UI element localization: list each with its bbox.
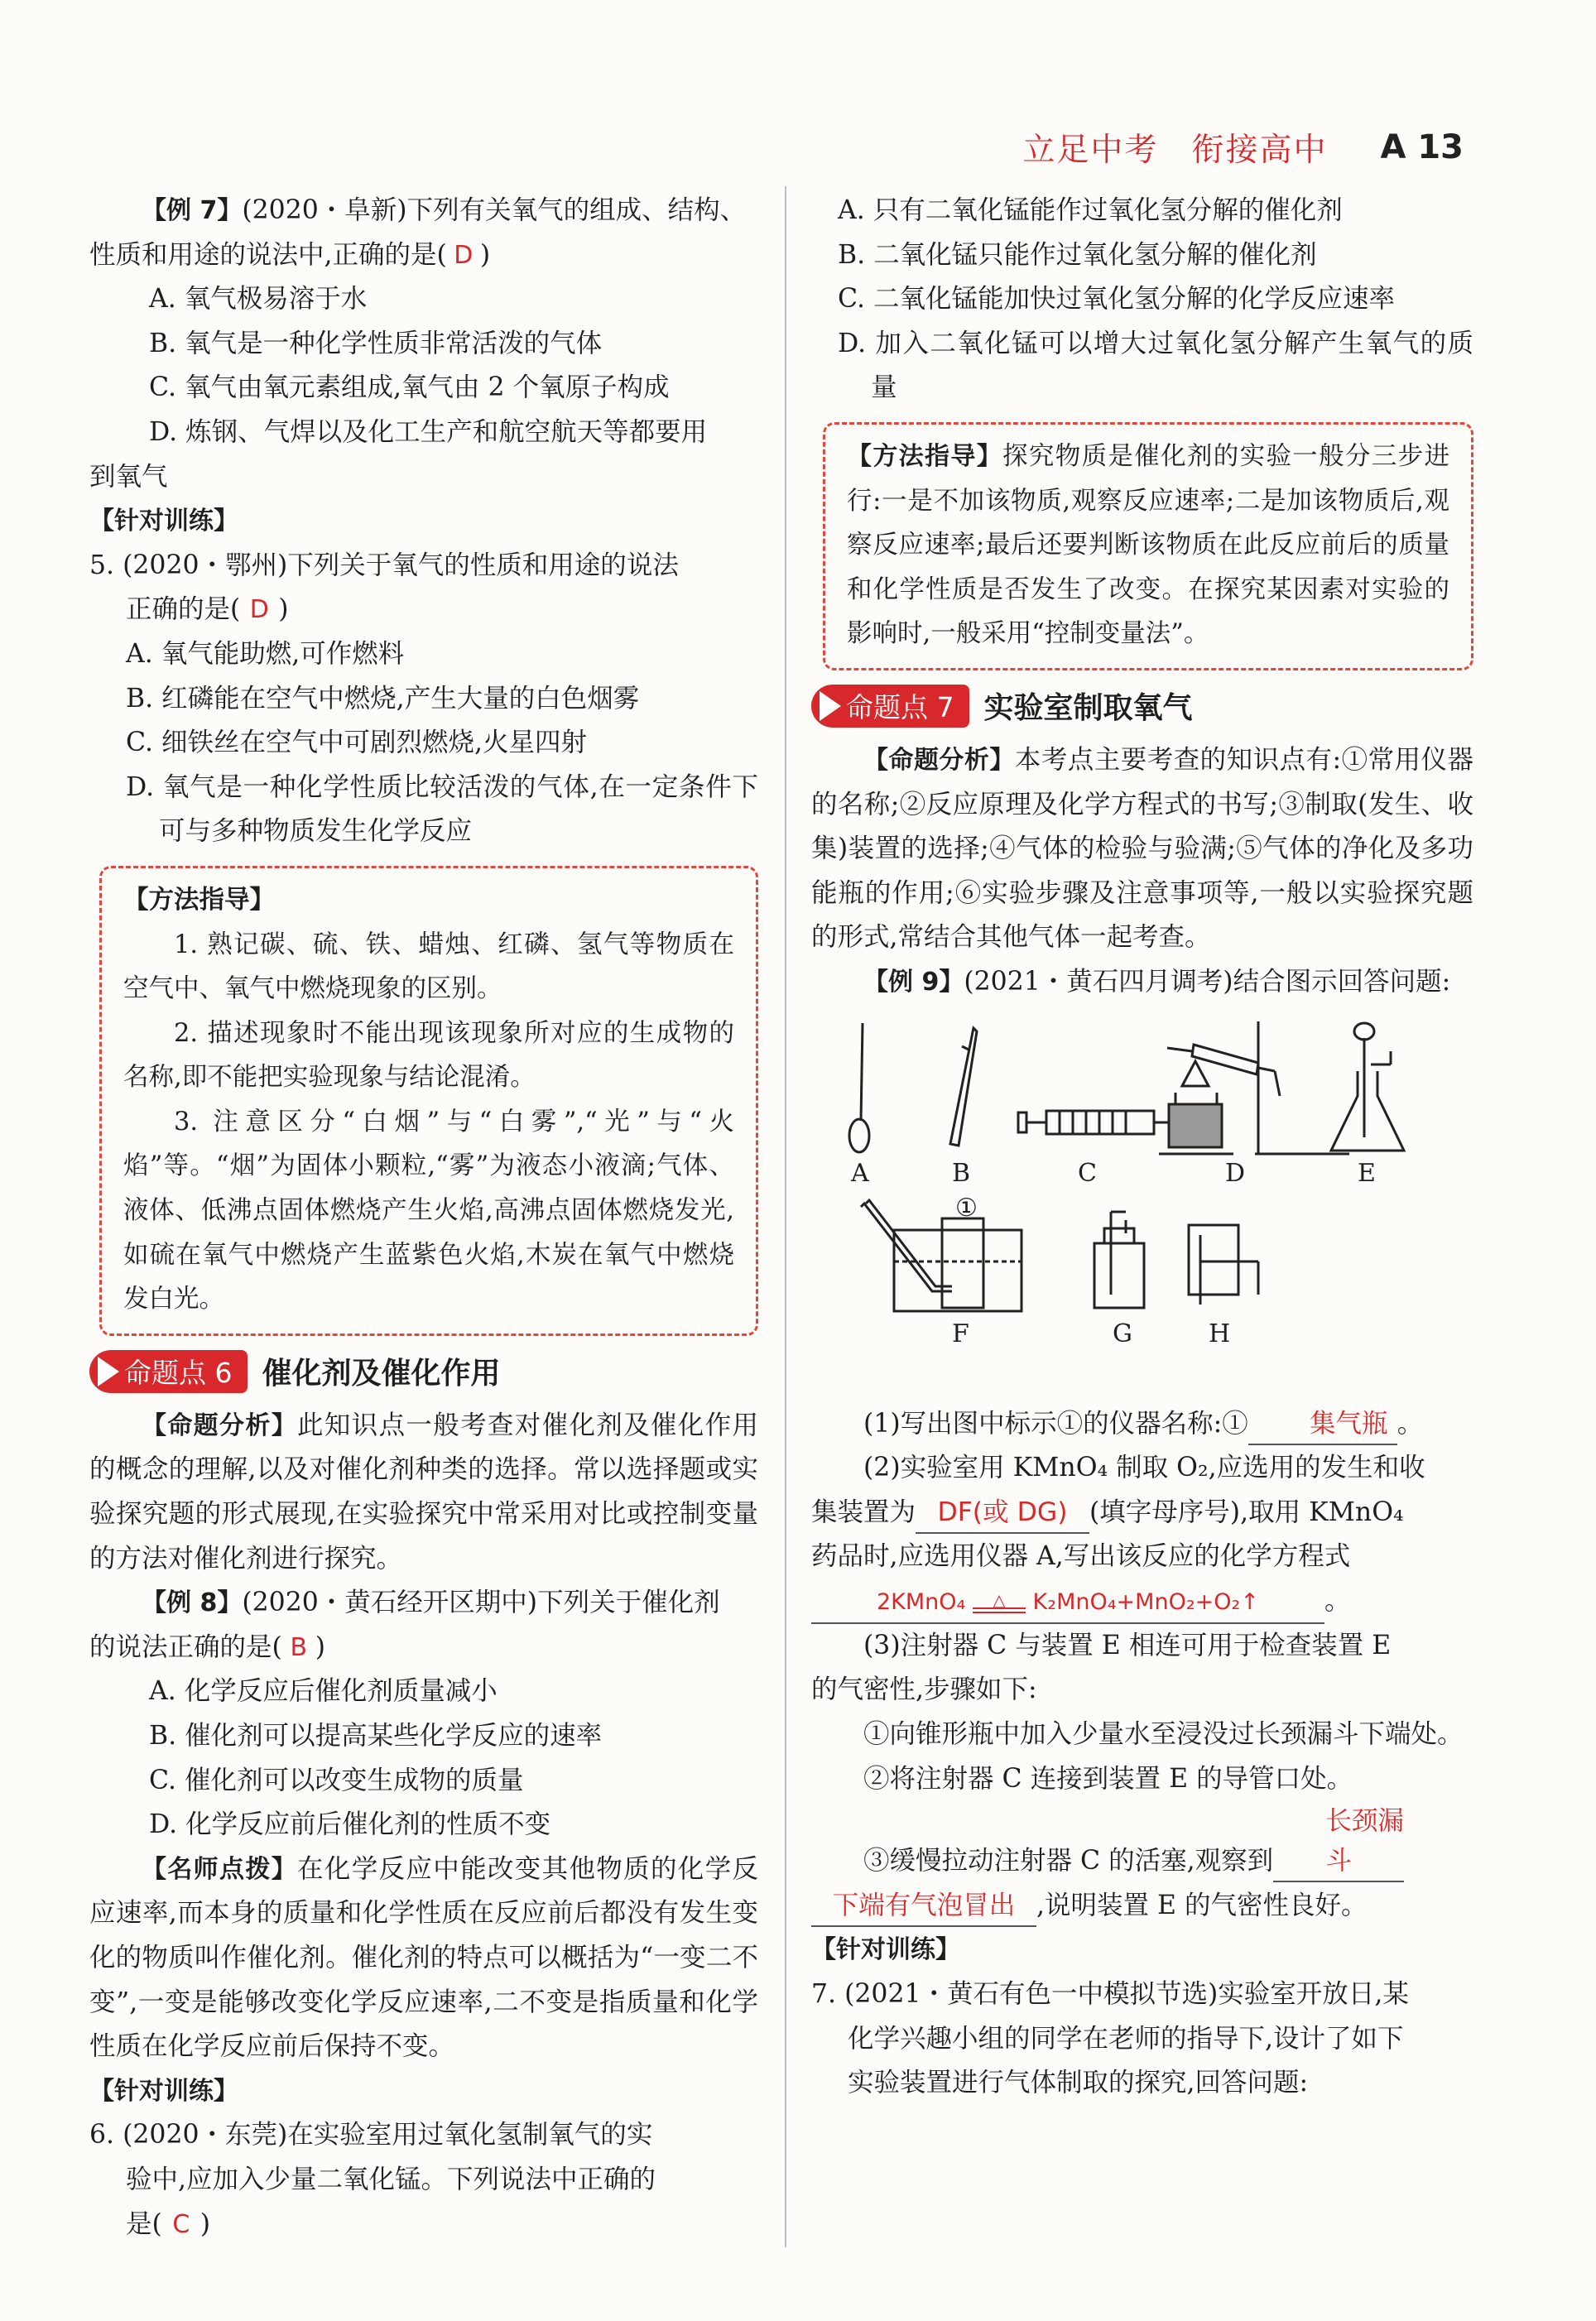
question-6-stem-3: 是( C ) bbox=[89, 2203, 758, 2247]
chemical-equation-line: 2KMnO₄ △ K₂MnO₄+MnO₂+O₂↑ 。 bbox=[811, 1579, 1473, 1624]
play-triangle-icon bbox=[820, 691, 841, 721]
question-9-3-cont: 的气密性,步骤如下: bbox=[811, 1675, 1037, 1705]
water-trough-icon bbox=[861, 1200, 1022, 1311]
option: B. 红磷能在空气中燃烧,产生大量的白色烟雾 bbox=[126, 683, 640, 714]
question-6-stem: 6. (2020・东莞)在实验室用过氧化氢制氧气的实 bbox=[89, 2120, 653, 2150]
apparatus-label: G bbox=[1113, 1319, 1132, 1348]
step: ③缓慢拉动注射器 C 的活塞,观察到长颈漏斗 bbox=[811, 1801, 1473, 1884]
header-slogan bbox=[1022, 124, 1327, 171]
apparatus-label: E bbox=[1358, 1158, 1376, 1188]
option: C. 细铁丝在空气中可剧烈燃烧,火星四射 bbox=[126, 728, 588, 758]
step: ①向锥形瓶中加入少量水至浸没过长颈漏斗下端处。 bbox=[863, 1719, 1464, 1750]
apparatus-label: D bbox=[1225, 1158, 1246, 1188]
collection-bottle-icon bbox=[1189, 1225, 1258, 1305]
option: B. 氧气是一种化学性质非常活泼的气体 bbox=[149, 328, 603, 358]
left-column bbox=[89, 189, 758, 2247]
option: A. 化学反应后催化剂质量减小 bbox=[149, 1676, 498, 1707]
topic-badge: 命题点 7 bbox=[811, 685, 969, 728]
question-5-stem-2: 正确的是( D ) bbox=[89, 588, 758, 632]
question-7-stem: 7. (2021・黄石有色一中模拟节选)实验室开放日,某 bbox=[811, 1979, 1409, 2010]
chemical-equation: 2KMnO₄ △ K₂MnO₄+MnO₂+O₂↑ bbox=[811, 1583, 1324, 1624]
answer-blank: DF(或 DG) bbox=[916, 1492, 1089, 1534]
option: D. 氧气是一种化学性质比较活泼的气体,在一定条件下可与多种物质发生化学反应 bbox=[126, 771, 758, 847]
column-divider bbox=[785, 186, 786, 2247]
example-8-stem-2: 的说法正确的是( B ) bbox=[89, 1626, 758, 1670]
answer-mark: D bbox=[454, 240, 474, 270]
right-column bbox=[811, 189, 1473, 2106]
step: ②将注射器 C 连接到装置 E 的导管口处。 bbox=[863, 1763, 1353, 1794]
step-cont: 下端有气泡冒出 ,说明装置 E 的气密性良好。 bbox=[811, 1884, 1473, 1929]
topic-title: 催化剂及催化作用 bbox=[262, 1357, 501, 1391]
answer-blank: 下端有气泡冒出 bbox=[811, 1886, 1036, 1927]
question-9-2-cont: 药品时,应选用仪器 A,写出该反应的化学方程式 bbox=[811, 1541, 1351, 1572]
question-7-stem-2: 化学兴趣小组的同学在老师的指导下,设计了如下 bbox=[848, 2023, 1404, 2054]
method-guide-point: 1. 熟记碳、硫、铁、蜡烛、红磷、氢气等物质在空气中、氧气中燃烧现象的区别。 bbox=[123, 930, 734, 1004]
method-guide-point: 3. 注意区分“白烟”与“白雾”,“光”与“火焰”等。“烟”为固体小颗粒,“雾”为液态小液滴;气体、液体、低沸点固体燃烧产生火焰,高沸点固体燃烧发光,如硫在氧气中燃烧产生蓝紫色火焰,木炭在氧气中燃烧发白光。 bbox=[123, 1107, 734, 1314]
option: A. 氧气能助燃,可作燃料 bbox=[126, 638, 405, 669]
topic-point-6 bbox=[89, 1348, 758, 1396]
option: C. 氧气由氧元素组成,氧气由 2 个氧原子构成 bbox=[149, 372, 670, 403]
teacher-tip: 【名师点拨】在化学反应中能改变其他物质的化学反应速率,而本身的质量和化学性质在反应前后都没有发生变化的物质叫作催化剂。催化剂的特点可以概括为“一变二不变”,一变是能够改变化学反应速率,二不变是指质量和化学性质在化学反应前后保持不变。 bbox=[89, 1853, 758, 2062]
example-7-stem: 【例 7】(2020・阜新)下列有关氧气的组成、结构、 bbox=[142, 195, 747, 225]
syringe-icon bbox=[1018, 1111, 1169, 1134]
slogan-part-2: 衔接高中 bbox=[1191, 132, 1328, 169]
topic-point-7 bbox=[811, 682, 1473, 730]
gas-bottle-icon bbox=[1094, 1212, 1144, 1308]
answer-mark: D bbox=[249, 595, 269, 625]
answer-mark: B bbox=[290, 1632, 308, 1662]
option: B. 二氧化锰只能作过氧化氢分解的催化剂 bbox=[838, 239, 1317, 270]
topic-analysis: 【命题分析】此知识点一般考查对催化剂及催化作用的概念的理解,以及对催化剂种类的选择。常以选择题或实验探究题的形式展现,在实验探究中常采用对比或控制变量的方法对催化剂进行探究。 bbox=[89, 1410, 758, 1574]
method-guide-title: 【方法指导】 bbox=[123, 885, 275, 915]
method-guide-box bbox=[823, 422, 1473, 670]
option: D. 化学反应前后催化剂的性质不变 bbox=[149, 1809, 551, 1840]
answer-mark: C bbox=[172, 2209, 190, 2239]
option: B. 催化剂可以提高某些化学反应的速率 bbox=[149, 1721, 603, 1751]
option: A. 只有二氧化锰能作过氧化氢分解的催化剂 bbox=[838, 195, 1343, 225]
apparatus-label: C bbox=[1078, 1158, 1097, 1188]
method-guide-box bbox=[99, 866, 758, 1336]
method-guide-text: 【方法指导】探究物质是催化剂的实验一般分三步进行:一是不加该物质,观察反应速率;二是加该物质后,观察反应速率;最后还要判断该物质在此反应前后的质量和化学性质是否发生了改变。在探究某因素对实验的影响时,一般采用“控制变量法”。 bbox=[847, 441, 1450, 649]
example-7-stem-2: 性质和用途的说法中,正确的是( D ) bbox=[89, 233, 758, 278]
apparatus-figure bbox=[811, 1013, 1473, 1402]
question-5-stem: 5. (2020・鄂州)下列关于氧气的性质和用途的说法 bbox=[89, 550, 679, 580]
apparatus-label: H bbox=[1209, 1319, 1231, 1348]
page-header bbox=[1022, 123, 1464, 172]
option-continued: 到氧气 bbox=[89, 461, 168, 492]
answer-blank: 长颈漏斗 bbox=[1273, 1801, 1404, 1882]
example-9-stem: 【例 9】(2021・黄石四月调考)结合图示回答问题: bbox=[863, 966, 1451, 997]
play-triangle-icon bbox=[98, 1357, 119, 1386]
question-9-3: (3)注射器 C 与装置 E 相连可用于检查装置 E bbox=[863, 1630, 1392, 1660]
apparatus-label: A bbox=[851, 1158, 869, 1188]
topic-title: 实验室制取氧气 bbox=[983, 691, 1193, 726]
question-9-2-cont: 集装置为 DF(或 DG) (填字母序号),取用 KMnO₄ bbox=[811, 1491, 1473, 1535]
apparatus-label: F bbox=[952, 1319, 969, 1348]
training-heading: 【针对训练】 bbox=[811, 1935, 960, 1965]
page-number: A 13 bbox=[1380, 128, 1464, 166]
option: C. 二氧化锰能加快过氧化氢分解的化学反应速率 bbox=[838, 284, 1396, 315]
apparatus-drawing bbox=[811, 1013, 1473, 1402]
topic-badge: 命题点 6 bbox=[89, 1350, 248, 1393]
option: D. 炼钢、气焊以及化工生产和航空航天等都要用 bbox=[149, 416, 708, 447]
tweezers-icon bbox=[950, 1028, 977, 1146]
apparatus-marker: ① bbox=[955, 1193, 978, 1223]
question-7-stem-3: 实验装置进行气体制取的探究,回答问题: bbox=[848, 2068, 1309, 2098]
heating-apparatus-icon bbox=[1159, 1021, 1349, 1154]
answer-blank: 集气瓶 bbox=[1248, 1404, 1397, 1445]
example-8-stem: 【例 8】(2020・黄石经开区期中)下列关于催化剂 bbox=[142, 1588, 720, 1618]
slogan-part-1: 立足中考 bbox=[1022, 132, 1159, 169]
option: A. 氧气极易溶于水 bbox=[149, 284, 368, 315]
apparatus-label: B bbox=[952, 1158, 971, 1188]
question-9-1: (1)写出图中标示①的仪器名称:① 集气瓶 。 bbox=[811, 1402, 1473, 1447]
method-guide-point: 2. 描述现象时不能出现该现象所对应的生成物的名称,即不能把实验现象与结论混淆。 bbox=[123, 1018, 734, 1093]
topic-analysis: 【命题分析】本考点主要考查的知识点有:①常用仪器的名称;②反应原理及化学方程式的书写;③制取(发生、收集)装置的选择;④气体的检验与验满;⑤气体的净化及多功能瓶的作用;⑥实验步骤及注意事项等,一般以实验探究题的形式,常结合其他气体一起考查。 bbox=[811, 744, 1473, 953]
training-heading: 【针对训练】 bbox=[89, 507, 238, 536]
option: C. 催化剂可以改变生成物的质量 bbox=[149, 1765, 524, 1795]
option: D. 加入二氧化锰可以增大过氧化氢分解产生氧气的质量 bbox=[838, 328, 1473, 403]
training-heading: 【针对训练】 bbox=[89, 2076, 238, 2106]
spoon-icon bbox=[849, 1023, 869, 1152]
question-9-2: (2)实验室用 KMnO₄ 制取 O₂,应选用的发生和收 bbox=[863, 1453, 1425, 1483]
conical-flask-icon bbox=[1331, 1023, 1404, 1151]
question-6-stem-2: 验中,应加入少量二氧化锰。下列说法中正确的 bbox=[126, 2164, 656, 2194]
